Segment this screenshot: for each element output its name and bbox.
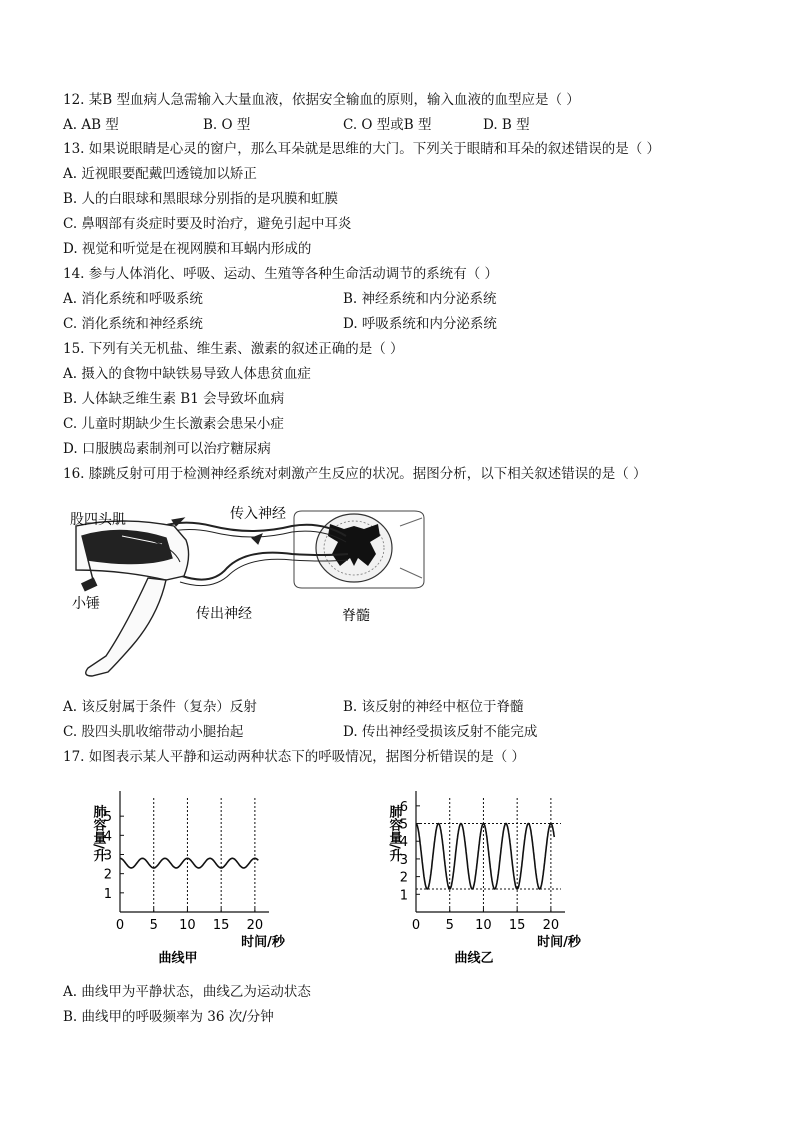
chart0-y-tick-label: 2 <box>103 867 112 883</box>
q15-option-c: C. 儿童时期缺少生长激素会患呆小症 <box>63 416 284 432</box>
q15-stem: 15. 下列有关无机盐、维生素、激素的叙述正确的是（ ） <box>63 341 404 357</box>
q14-option-d: D. 呼吸系统和内分泌系统 <box>343 316 497 332</box>
chart0-y-tick-label: 3 <box>103 848 112 864</box>
chart0-x-tick-label: 5 <box>149 918 158 933</box>
chart1-x-tick-label: 5 <box>445 918 454 933</box>
q16-option-c: C. 股四头肌收缩带动小腿抬起 <box>63 724 244 740</box>
chart1-series-line <box>416 824 554 890</box>
q13-option-c: C. 鼻咽部有炎症时要及时治疗，避免引起中耳炎 <box>63 216 352 232</box>
q13-option-d: D. 视觉和听觉是在视网膜和耳蜗内形成的 <box>63 241 312 257</box>
q12-option-b: B. O 型 <box>203 117 251 133</box>
q12-option-a: A. AB 型 <box>63 117 119 133</box>
spinal-cord-illustration <box>294 511 424 588</box>
chart0-y-tick-label: 5 <box>103 810 112 826</box>
q14-option-b: B. 神经系统和内分泌系统 <box>343 291 497 307</box>
q13-option-a: A. 近视眼要配戴凹透镜加以矫正 <box>63 166 257 182</box>
chart1-y-axis-label: 肺容量/升 <box>386 805 402 862</box>
q13-stem: 13. 如果说眼睛是心灵的窗户，那么耳朵就是思维的大门。下列关于眼睛和耳朵的叙述错误的是（ ） <box>63 141 661 157</box>
label-hammer: 小锤 <box>72 596 100 612</box>
q15-option-a: A. 摄入的食物中缺铁易导致人体患贫血症 <box>63 366 311 382</box>
q12-option-c: C. O 型或B 型 <box>343 117 432 133</box>
q12-stem: 12. 某B 型血病人急需输入大量血液，依据安全输血的原则，输入血液的血型应是（ ） <box>63 92 580 108</box>
chart1-y-tick-label: 5 <box>399 817 408 833</box>
chart-curve-jia <box>80 782 285 967</box>
q12-option-d: D. B 型 <box>483 117 530 133</box>
chart0-x-tick-label: 15 <box>212 918 230 933</box>
label-efferent-nerve: 传出神经 <box>196 606 252 622</box>
q16-option-a: A. 该反射属于条件（复杂）反射 <box>63 699 257 715</box>
chart1-y-tick-label: 4 <box>399 835 408 851</box>
chart0-y-axis-label: 肺容量/升 <box>90 805 106 862</box>
q14-option-a: A. 消化系统和呼吸系统 <box>63 291 203 307</box>
label-afferent-nerve: 传入神经 <box>230 506 286 522</box>
q16-stem: 16. 膝跳反射可用于检测神经系统对刺激产生反应的状况。据图分析，以下相关叙述错误的是（ ） <box>63 466 647 482</box>
q14-stem: 14. 参与人体消化、呼吸、运动、生殖等各种生命活动调节的系统有（ ） <box>63 266 499 282</box>
q13-option-b: B. 人的白眼球和黑眼球分别指的是巩膜和虹膜 <box>63 191 339 207</box>
chart0-x-tick-label: 10 <box>179 918 196 933</box>
q14-option-c: C. 消化系统和神经系统 <box>63 316 203 332</box>
q17-option-a: A. 曲线甲为平静状态，曲线乙为运动状态 <box>63 984 311 1000</box>
q16-option-d: D. 传出神经受损该反射不能完成 <box>343 724 538 740</box>
chart1-x-tick-label: 20 <box>542 918 560 933</box>
chart-curve-yi <box>376 782 586 967</box>
q15-option-b: B. 人体缺乏维生素 B1 会导致坏血病 <box>63 391 285 407</box>
label-quadriceps: 股四头肌 <box>70 512 126 528</box>
chart1-x-axis-label: 时间/秒 <box>537 935 581 950</box>
chart0-x-tick-label: 0 <box>115 918 125 933</box>
label-spinal-cord: 脊髓 <box>342 608 370 624</box>
chart1-x-tick-label: 10 <box>475 918 492 933</box>
chart0-series-line <box>120 858 258 868</box>
chart0-chart-title: 曲线甲 <box>158 951 198 966</box>
chart1-chart-title: 曲线乙 <box>454 951 494 966</box>
chart0-x-tick-label: 20 <box>246 918 264 933</box>
q17-stem: 17. 如图表示某人平静和运动两种状态下的呼吸情况，据图分析错误的是（ ） <box>63 749 526 765</box>
chart1-y-tick-label: 3 <box>399 852 408 868</box>
chart1-y-tick-label: 6 <box>399 799 408 815</box>
chart0-y-tick-label: 1 <box>103 886 112 902</box>
q16-option-b: B. 该反射的神经中枢位于脊髓 <box>343 699 524 715</box>
knee-jerk-reflex-figure <box>62 496 424 682</box>
chart0-x-axis-label: 时间/秒 <box>241 935 285 950</box>
chart1-x-tick-label: 15 <box>508 918 526 933</box>
chart1-y-tick-label: 1 <box>399 888 408 904</box>
chart1-x-tick-label: 0 <box>411 918 421 933</box>
chart1-y-tick-label: 2 <box>399 870 408 886</box>
q17-option-b: B. 曲线甲的呼吸频率为 36 次/分钟 <box>63 1009 274 1025</box>
q15-option-d: D. 口服胰岛素制剂可以治疗糖尿病 <box>63 441 271 457</box>
chart0-y-tick-label: 4 <box>103 829 112 845</box>
